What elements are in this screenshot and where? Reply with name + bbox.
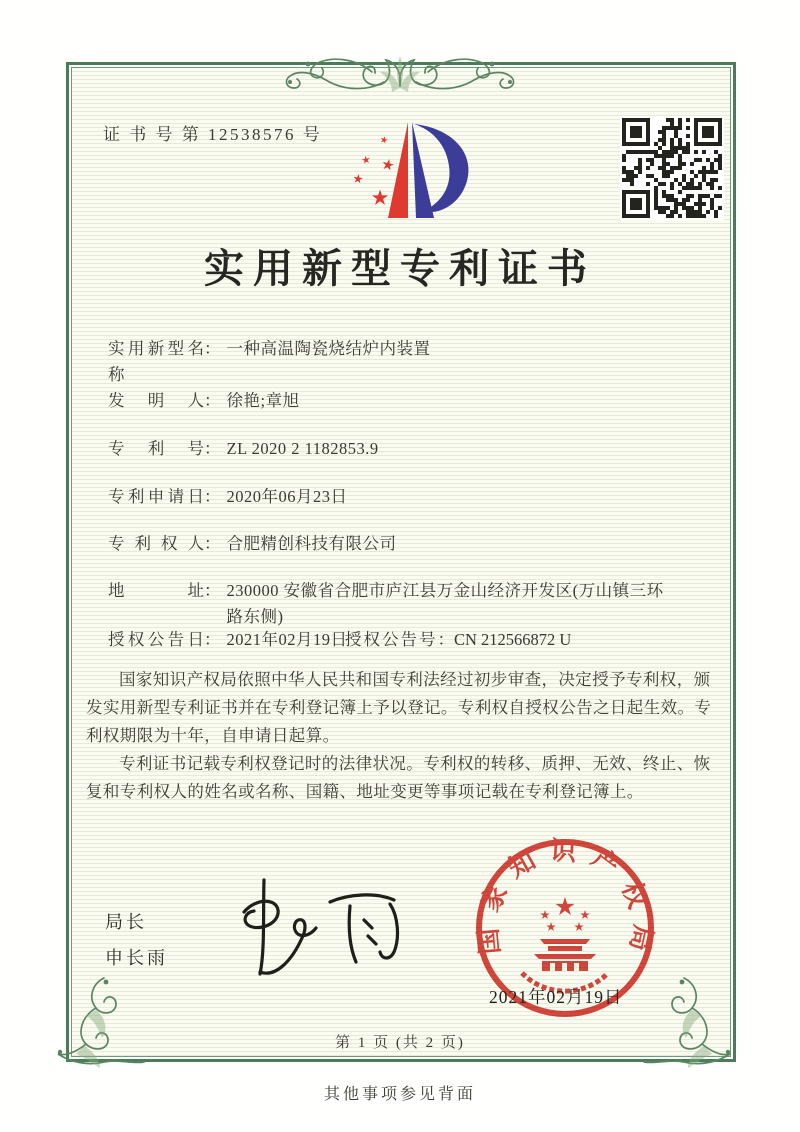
field-label: 实用新型名称 [108, 339, 204, 384]
certificate-number: 证 书 号 第 12538576 号 [103, 125, 323, 144]
bottom-left-flourish-ornament [48, 972, 152, 1072]
field-colon: ： [204, 391, 221, 410]
field-label: 专利权人 [108, 534, 204, 553]
top-flourish-ornament [280, 40, 520, 102]
back-note: 其他事项参见背面 [323, 1086, 476, 1103]
seal-date: 2021年02月19日 [489, 987, 623, 1007]
field-value: 2021年02月19日 [226, 630, 348, 649]
field-label: 发明人 [108, 391, 204, 410]
field-row-filing-date [108, 484, 688, 510]
field-value: ZL 2020 2 1182853.9 [226, 439, 379, 458]
field-value: 2020年06月23日 [226, 487, 348, 506]
grant-number-pair [345, 627, 571, 653]
field-colon: ： [204, 630, 221, 649]
field-row-grant-date [108, 627, 688, 653]
field-row-patentee [108, 531, 688, 557]
field-value: 合肥精创科技有限公司 [226, 534, 397, 553]
field-colon: ： [204, 339, 221, 358]
field-colon: ： [204, 581, 221, 600]
legal-paragraph-2: 专利证书记载专利权登记时的法律状况。专利权的转移、质押、无效、终止、恢复和专利权人的姓名或名称、国籍、地址变更等事项记载在专利登记簿上。 [86, 754, 711, 801]
director-title: 局长 [105, 912, 147, 932]
director-name: 申长雨 [105, 948, 168, 968]
seal-circular-text: 国家知识产权局 [472, 835, 659, 967]
certificate-title: 实用新型专利证书 [204, 246, 596, 291]
legal-text-block [86, 666, 720, 806]
field-value: 一种高温陶瓷烧结炉内装置 [226, 339, 431, 358]
field-row-name [108, 336, 688, 388]
page-indicator: 第 1 页 (共 2 页) [335, 1035, 465, 1051]
field-label: 专利号 [108, 439, 204, 458]
grant-number-value: CN 212566872 U [454, 630, 572, 649]
field-row-address [108, 578, 688, 630]
field-colon: ： [437, 630, 454, 649]
field-row-inventor [108, 388, 688, 414]
field-label: 授权公告日 [108, 630, 204, 649]
field-value: 230000 安徽省合肥市庐江县万金山经济开发区(万山镇三环路东侧) [226, 581, 664, 626]
grant-number-label: 授权公告号 [345, 630, 438, 649]
field-colon: ： [204, 534, 221, 553]
legal-paragraph-1: 国家知识产权局依照中华人民共和国专利法经过初步审查，决定授予专利权，颁发实用新型专利证书并在专利登记簿上予以登记。专利权自授权公告之日起生效。专利权期限为十年，自申请日起算。 [86, 670, 712, 745]
field-label: 专利申请日 [108, 487, 204, 506]
qr-code-pattern [622, 118, 722, 218]
field-colon: ： [204, 487, 221, 506]
field-colon: ： [204, 439, 221, 458]
cnipa-logo-icon [330, 112, 490, 234]
field-value: 徐艳;章旭 [226, 391, 300, 410]
director-signature-icon [218, 872, 428, 982]
qr-code [620, 116, 724, 220]
field-label: 地址 [108, 581, 204, 600]
field-row-patent-number [108, 436, 688, 462]
